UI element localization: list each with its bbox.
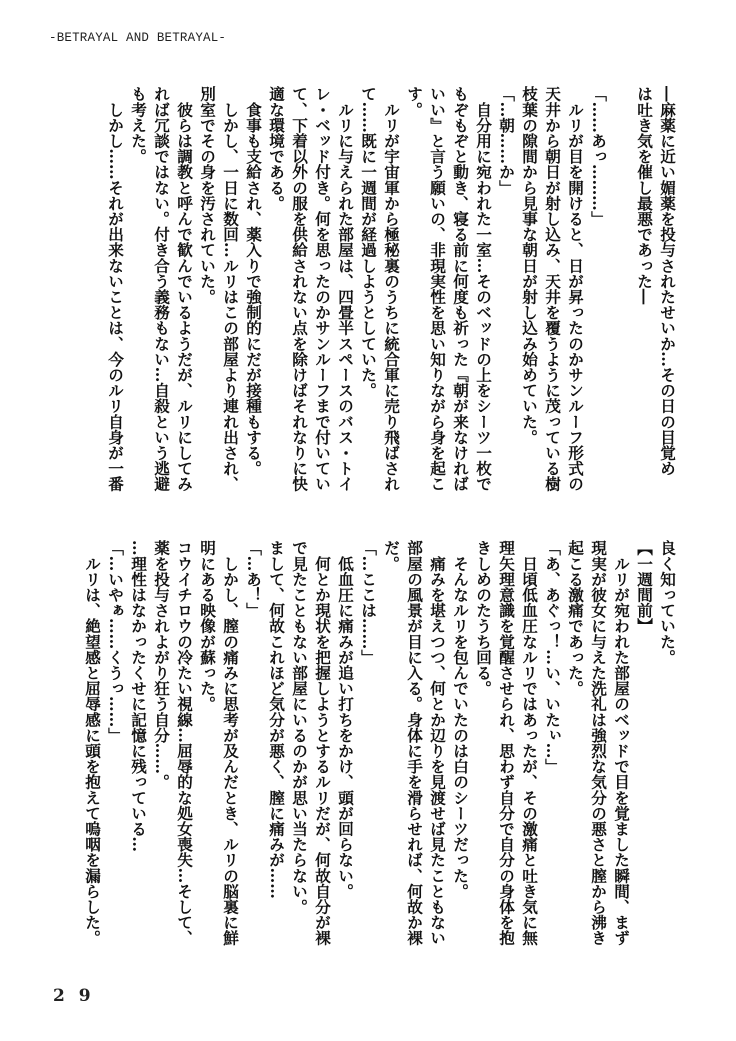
text-column: 彼らは調教と呼んで歓んでいるようだが、ルリにしてみ — [175, 86, 194, 492]
text-column: て、下着以外の服を供給されない点を除けばそれなりに快 — [290, 86, 309, 492]
text-column: まして、何故これほど気分が悪く、膣に痛みが…… — [267, 540, 286, 899]
text-column: 何とか現状を把握しようとするルリだが、何故自分が裸 — [313, 540, 332, 946]
text-column: 「…あ！」 — [244, 540, 263, 618]
text-column: 日頃低血圧なルリではあったが、その激痛と吐き気に無 — [520, 540, 539, 946]
text-column: 低血圧に痛みが追い打ちをかけ、頭が回らない。 — [336, 540, 355, 899]
text-column: も考えた。 — [129, 86, 148, 164]
text-column: ルリは、絶望感と屈辱感に頭を抱えて嗚咽を漏らした。 — [83, 540, 102, 946]
text-column: だ。 — [382, 540, 401, 572]
text-column: 理矢理意識を覚醒させられ、思わず自分で自分の身体を抱 — [497, 540, 516, 946]
text-column: 現実が彼女に与えた洗礼は強烈な気分の悪さと膣から沸き — [589, 540, 608, 946]
text-column — [610, 86, 633, 506]
text-column: しかし……それが出来ないことは、今のルリ自身が一番 — [106, 86, 125, 492]
text-column: コウイチロウの冷たい視線…屈辱的な処女喪失…そして、 — [175, 540, 194, 946]
text-column: 食事も支給され、薬入りで強制的にだが接種もする。 — [244, 86, 263, 476]
text-column: しかし、一日に数回…ルリはこの部屋より連れ出され、 — [221, 86, 240, 492]
text-column: …理性はなかったくせに記憶に残っている… — [129, 540, 148, 852]
text-column: 起こる激痛であった。 — [566, 540, 585, 696]
text-column: レ・ベッド付き。何を思ったのかサンルーフまで付いてい — [313, 86, 332, 492]
bottom-text-block — [81, 540, 679, 980]
text-column: もぞもぞと動き、寝る前に何度も祈った『朝が来なければ — [451, 86, 470, 492]
text-column: ルリが目を開けると、日が昇ったのかサンルーフ形式の — [566, 86, 585, 492]
text-column: ルリが宛われた部屋のベッドで目を覚ました瞬間、まず — [612, 540, 631, 946]
text-column: 【一週間前】 — [635, 540, 654, 634]
text-column: 明にある映像が蘇った。 — [198, 540, 217, 712]
text-column: 「…いやぁ……くうっ……」 — [106, 540, 125, 743]
top-text-block — [104, 86, 679, 506]
text-column: しかし、膣の痛みに思考が及んだとき、ルリの脳裏に鮮 — [221, 540, 240, 946]
text-column: きしめのたうち回る。 — [474, 540, 493, 696]
text-column: 別室でその身を汚されていた。 — [198, 86, 217, 305]
text-column: ルリが宇宙軍から極秘裏のうちに統合軍に売り飛ばされ — [382, 86, 401, 492]
text-column: て……既に一週間が経過しようとしていた。 — [359, 86, 378, 398]
text-column: 「あ、あぐっ！…い、いたぃ…」 — [543, 540, 562, 774]
text-column: 痛みを堪えつつ、何とか辺りを見渡せば見たこともない — [428, 540, 447, 946]
text-column: れば冗談ではない。付き合う義務もない…自殺という逃避 — [152, 86, 171, 492]
text-column: 「…朝……か」 — [497, 86, 516, 196]
text-column: ルリに与えられた部屋は、四畳半スペースのバス・トイ — [336, 86, 355, 492]
running-header: -BETRAYAL AND BETRAYAL- — [49, 31, 227, 45]
text-column: す。 — [405, 86, 424, 118]
text-column: 「……あっ………」 — [589, 86, 608, 227]
page-number: 2 9 — [53, 986, 95, 1006]
text-column: 天井から朝日が射し込み、天井を覆うように茂っている樹 — [543, 86, 562, 492]
text-column: ―麻薬に近い媚薬を投与されたせいか…その日の目覚め — [658, 86, 677, 476]
text-column: いい』と言う願いの、非現実性を思い知りながら身を起こ — [428, 86, 447, 492]
text-column: 適な環境である。 — [267, 86, 286, 211]
text-column: 「…ここは……」 — [359, 540, 378, 665]
text-column: で見たこともない部屋にいるのかが思い当たらない。 — [290, 540, 309, 915]
text-column: 枝葉の隙間から見事な朝日が射し込み始めていた。 — [520, 86, 539, 445]
text-column: 自分用に宛われた一室…そのベッドの上をシーツ一枚で — [474, 86, 493, 492]
text-column: 薬を投与されよがり狂う自分……。 — [152, 540, 171, 790]
text-column: 部屋の風景が目に入る。身体に手を滑らせれば、何故か裸 — [405, 540, 424, 946]
text-column: 良く知っていた。 — [658, 540, 677, 665]
text-column: そんなルリを包んでいたのは白のシーツだった。 — [451, 540, 470, 899]
text-column: は吐き気を催し最悪であった― — [635, 86, 654, 305]
